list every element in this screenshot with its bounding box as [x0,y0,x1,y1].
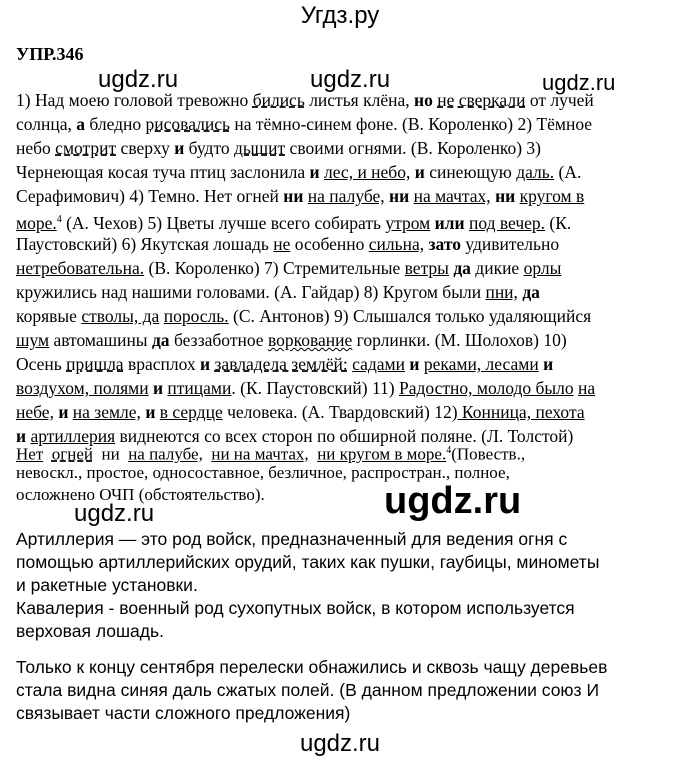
artillery-definition-line: Артиллерия — это род войск, предназначенный для ведения огня с [16,529,568,549]
artillery-definition-line: и ракетные установки. [16,575,198,595]
text-line: кружились над нашими головами. (А. Гайдар) 8) Кругом были пни, да [16,282,540,302]
extra-note-line: связывает части сложного предложения) [16,703,351,723]
text-line: шум автомашины да беззаботное воркование горлинки. (М. Шолохов) 10) [16,330,567,350]
text-line: небо смотрит сверху и будто дышит своими огнями. (В. Короленко) 3) [16,138,541,158]
text-line: корявые стволы, да поросль. (С. Антонов) 9) Слышался только удаляющийся [16,306,592,326]
extra-note-line: Только к концу сентября перелески обнажились и сквозь чащу деревьев [16,657,608,677]
cavalry-definition-line: Кавалерия - военный род сухопутных войск, в котором используется [16,598,575,618]
exercise-title: УПР.346 [16,44,84,64]
text-line: Серафимович) 4) Темно. Нет огней ни на палубе, ни на мачтах, ни кругом в [16,186,585,206]
text-line: море.$^4$ (А. Чехов) 5) Цветы лучше всего собирать утром или под вечер. (К. [16,212,572,233]
text-line: солнца, а бледно рисовались на тёмно-синем фоне. (В. Короленко) 2) Тёмное [16,114,593,134]
text-line: Паустовский) 6) Якутская лошадь не особенно сильна, зато удивительно [16,234,560,254]
text-line: воздухом, полями и птицами. (К. Паустовский) 11) Радостно, молодо было на [16,378,596,398]
site-title: Угдз.ру [300,2,380,29]
cavalry-definition-line: верховая лошадь. [16,621,164,641]
analysis-line: невоскл., простое, односоставное, безличное, распростран., полное, [16,463,510,482]
watermark: ugdz.ru [74,500,155,527]
text-line: нетребовательна. (В. Короленко) 7) Стремительные ветры да дикие орлы [16,258,562,278]
watermark: ugdz.ru [384,480,522,522]
text-line: небе, и на земле, и в сердце человека. (А. Твардовский) 12) Конница, пехота [16,402,585,422]
text-line: и артиллерия виднеются со всех сторон по обширной поляне. (Л. Толстой) [16,426,574,446]
artillery-definition-line: помощью артиллерийских орудий, таких как пушки, гаубицы, минометы [16,552,600,572]
analysis-line: Нет огней ни на палубе, ни на мачтах, ни кругом в море.$^4$(Повеств., [16,444,526,464]
watermark: ugdz.ru [542,70,616,95]
footer-watermark: ugdz.ru [299,730,381,757]
text-line: 1) Над моею головой тревожно бились листья клёна, но не сверкали от лучей [16,90,594,110]
watermark: ugdz.ru [310,66,391,93]
analysis-line: осложнено ОЧП (обстоятельство). [16,485,265,504]
watermark: ugdz.ru [98,66,179,93]
text-line: Осень пришла врасплох и завладела землёй: садами и реками, лесами и [16,354,554,374]
extra-note-line: стала видна синяя даль сжатых полей. (В данном предложении союз И [16,680,600,700]
text-line: Чернеющая косая туча птиц заслонила и лес, и небо, и синеющую даль. (А. [16,162,582,182]
